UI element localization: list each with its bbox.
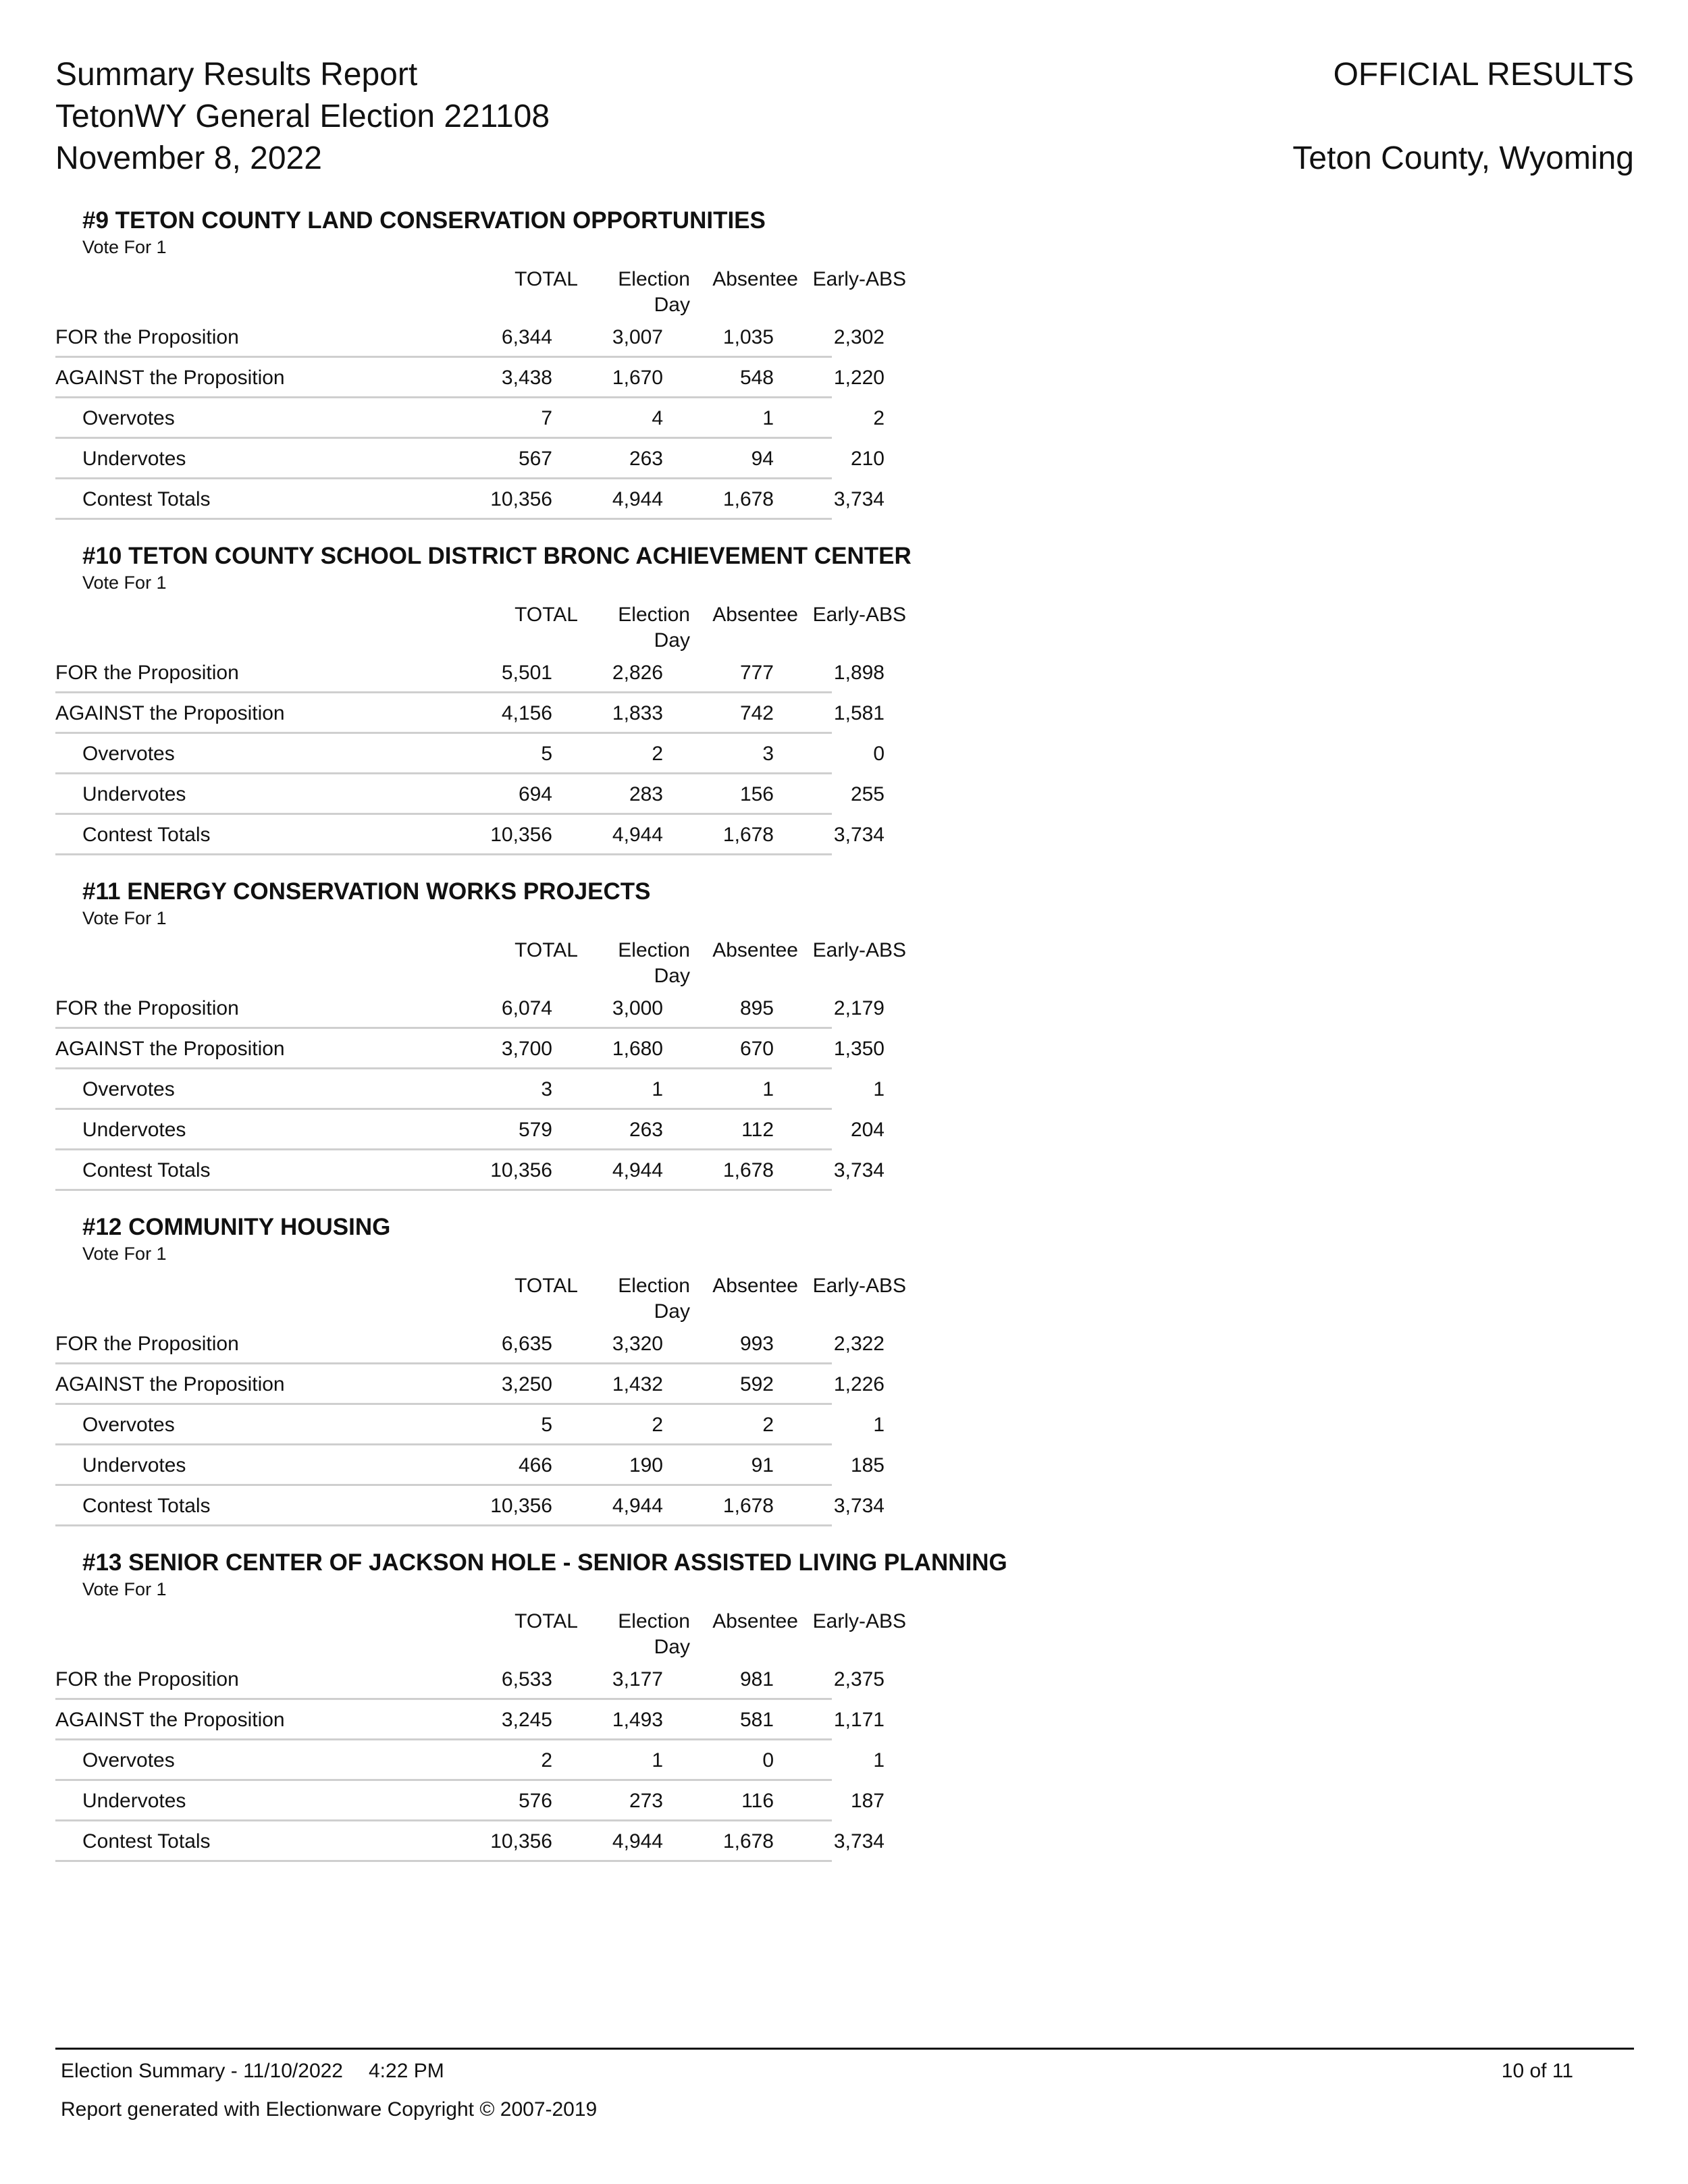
page-number: 10 of 11 — [1501, 2060, 1573, 2082]
early-abs-value: 185 — [850, 1454, 885, 1476]
table-row — [55, 360, 885, 398]
row-label: FOR the Proposition — [55, 326, 239, 348]
absentee-value: 742 — [739, 702, 774, 724]
early-abs-value: 204 — [850, 1119, 885, 1141]
contest-section — [55, 877, 1203, 1213]
table-row — [55, 1823, 885, 1862]
early-abs-value: 2,179 — [833, 997, 885, 1019]
row-label: Contest Totals — [82, 1159, 211, 1181]
row-label: Overvotes — [82, 407, 175, 429]
table-row — [55, 1742, 885, 1781]
election-day-value: 1,670 — [612, 367, 663, 389]
contest-section — [55, 206, 1203, 541]
table-row — [55, 1447, 885, 1486]
total-value: 10,356 — [490, 824, 552, 846]
row-label: Contest Totals — [82, 824, 211, 846]
report-header — [55, 54, 550, 180]
early-abs-value: 187 — [850, 1790, 885, 1812]
column-header-absentee: Absentee — [712, 604, 798, 626]
early-abs-value: 1 — [873, 1749, 885, 1772]
total-value: 10,356 — [490, 488, 552, 510]
column-header-election-day-line2: Day — [654, 629, 690, 651]
table-row — [55, 1407, 885, 1445]
absentee-value: 548 — [739, 367, 774, 389]
total-value: 10,356 — [490, 1495, 552, 1517]
row-label: FOR the Proposition — [55, 1668, 239, 1690]
absentee-value: 3 — [762, 743, 774, 765]
results-table — [55, 990, 885, 1191]
vote-for-label: Vote For 1 — [82, 237, 167, 257]
column-header-total: TOTAL — [515, 1610, 578, 1632]
total-value: 2 — [541, 1749, 552, 1772]
column-header-early-abs: Early-ABS — [812, 604, 906, 626]
table-row — [55, 400, 885, 439]
early-abs-value: 1 — [873, 1414, 885, 1436]
early-abs-value: 1,581 — [833, 702, 885, 724]
absentee-value: 592 — [739, 1373, 774, 1395]
contest-title: #12 COMMUNITY HOUSING — [82, 1214, 391, 1240]
column-header-absentee: Absentee — [712, 1275, 798, 1297]
election-day-value: 2 — [652, 1414, 663, 1436]
total-value: 6,635 — [501, 1333, 552, 1355]
column-header-total: TOTAL — [515, 939, 578, 961]
column-header-total: TOTAL — [515, 268, 578, 290]
total-value: 7 — [541, 407, 552, 429]
total-value: 579 — [518, 1119, 552, 1141]
report-title: Summary Results Report — [55, 57, 418, 92]
contest-list — [55, 206, 1203, 1884]
absentee-value: 2 — [762, 1414, 774, 1436]
results-table — [55, 1326, 885, 1526]
election-day-value: 4,944 — [612, 488, 663, 510]
absentee-value: 993 — [739, 1333, 774, 1355]
total-value: 6,074 — [501, 997, 552, 1019]
election-day-value: 190 — [629, 1454, 663, 1476]
early-abs-value: 2,322 — [833, 1333, 885, 1355]
election-date: November 8, 2022 — [55, 140, 322, 176]
column-header-total: TOTAL — [515, 1275, 578, 1297]
column-header-election-day-line2: Day — [654, 1636, 690, 1658]
row-label: Undervotes — [82, 1119, 186, 1141]
absentee-value: 1,678 — [722, 1159, 774, 1181]
column-header-election-day-line1: Election — [618, 1275, 690, 1297]
election-day-value: 3,000 — [612, 997, 663, 1019]
row-label: Undervotes — [82, 1454, 186, 1476]
footer-divider — [55, 2048, 1634, 2050]
early-abs-value: 1,171 — [833, 1709, 885, 1731]
absentee-value: 112 — [741, 1119, 774, 1141]
contest-section — [55, 1213, 1203, 1548]
election-day-value: 1,833 — [612, 702, 663, 724]
row-label: Overvotes — [82, 1749, 175, 1772]
footer-time: 4:22 PM — [369, 2060, 444, 2082]
contest-title: #10 TETON COUNTY SCHOOL DISTRICT BRONC ACHIEVEMENT CENTER — [82, 543, 912, 569]
column-header-election-day-line2: Day — [654, 1300, 690, 1323]
contest-title: #9 TETON COUNTY LAND CONSERVATION OPPORTUNITIES — [82, 207, 766, 234]
early-abs-value: 3,734 — [833, 1495, 885, 1517]
column-header-election-day-line2: Day — [654, 965, 690, 987]
table-row — [55, 1783, 885, 1821]
early-abs-value: 2 — [873, 407, 885, 429]
table-row — [55, 481, 885, 520]
column-header-early-abs: Early-ABS — [812, 1610, 906, 1632]
table-row — [55, 1702, 885, 1740]
election-day-value: 1,432 — [612, 1373, 663, 1395]
table-row — [55, 1112, 885, 1150]
table-row — [55, 1071, 885, 1110]
election-day-value: 2 — [652, 743, 663, 765]
column-header-absentee: Absentee — [712, 1610, 798, 1632]
early-abs-value: 3,734 — [833, 824, 885, 846]
election-day-value: 3,320 — [612, 1333, 663, 1355]
early-abs-value: 2,302 — [833, 326, 885, 348]
total-value: 3 — [541, 1078, 552, 1100]
table-row — [55, 776, 885, 815]
contest-section — [55, 1548, 1203, 1884]
election-day-value: 1 — [652, 1749, 663, 1772]
total-value: 10,356 — [490, 1830, 552, 1853]
total-value: 3,700 — [501, 1038, 552, 1060]
row-label: AGAINST the Proposition — [55, 1373, 285, 1395]
row-label: Undervotes — [82, 783, 186, 805]
early-abs-value: 1,226 — [833, 1373, 885, 1395]
absentee-value: 777 — [739, 662, 774, 684]
election-day-value: 3,007 — [612, 326, 663, 348]
column-header-election-day-line1: Election — [618, 268, 690, 290]
election-day-value: 4 — [652, 407, 663, 429]
table-row — [55, 319, 885, 358]
early-abs-value: 1,220 — [833, 367, 885, 389]
results-table — [55, 1661, 885, 1862]
total-value: 466 — [518, 1454, 552, 1476]
copyright-notice: Report generated with Electionware Copyright © 2007-2019 — [61, 2098, 598, 2121]
table-row — [55, 817, 885, 855]
total-value: 6,533 — [501, 1668, 552, 1690]
table-row — [55, 1152, 885, 1191]
absentee-value: 1,678 — [722, 1495, 774, 1517]
contest-title: #11 ENERGY CONSERVATION WORKS PROJECTS — [82, 878, 651, 905]
total-value: 10,356 — [490, 1159, 552, 1181]
absentee-value: 1,678 — [722, 1830, 774, 1853]
election-day-value: 4,944 — [612, 1495, 663, 1517]
footer-summary — [61, 2058, 444, 2085]
table-row — [55, 441, 885, 479]
table-row — [55, 1661, 885, 1700]
absentee-value: 1,678 — [722, 824, 774, 846]
row-label: Undervotes — [82, 448, 186, 470]
absentee-value: 1,035 — [722, 326, 774, 348]
absentee-value: 670 — [739, 1038, 774, 1060]
election-day-value: 4,944 — [612, 824, 663, 846]
table-row — [55, 1488, 885, 1526]
contest-section — [55, 541, 1203, 877]
row-label: AGAINST the Proposition — [55, 1038, 285, 1060]
election-name: TetonWY General Election 221108 — [55, 99, 550, 134]
total-value: 5 — [541, 1414, 552, 1436]
vote-for-label: Vote For 1 — [82, 572, 167, 593]
total-value: 4,156 — [501, 702, 552, 724]
vote-for-label: Vote For 1 — [82, 1244, 167, 1264]
jurisdiction: Teton County, Wyoming — [1292, 140, 1634, 176]
row-label: Undervotes — [82, 1790, 186, 1812]
early-abs-value: 1,350 — [833, 1038, 885, 1060]
election-day-value: 2,826 — [612, 662, 663, 684]
early-abs-value: 3,734 — [833, 488, 885, 510]
column-header-election-day-line1: Election — [618, 939, 690, 961]
results-status: OFFICIAL RESULTS — [1333, 57, 1634, 92]
row-label: Contest Totals — [82, 488, 211, 510]
total-value: 576 — [518, 1790, 552, 1812]
row-label: Overvotes — [82, 743, 175, 765]
column-header-election-day-line1: Election — [618, 1610, 690, 1632]
results-table — [55, 655, 885, 855]
row-label: Overvotes — [82, 1414, 175, 1436]
row-label: FOR the Proposition — [55, 1333, 239, 1355]
table-row — [55, 1326, 885, 1364]
total-value: 6,344 — [501, 326, 552, 348]
total-value: 567 — [518, 448, 552, 470]
total-value: 3,438 — [501, 367, 552, 389]
absentee-value: 581 — [739, 1709, 774, 1731]
vote-for-label: Vote For 1 — [82, 908, 167, 928]
absentee-value: 94 — [751, 448, 774, 470]
total-value: 694 — [518, 783, 552, 805]
total-value: 5,501 — [501, 662, 552, 684]
results-table — [55, 319, 885, 520]
total-value: 3,245 — [501, 1709, 552, 1731]
early-abs-value: 3,734 — [833, 1159, 885, 1181]
absentee-value: 1 — [762, 407, 774, 429]
election-day-value: 263 — [629, 448, 663, 470]
row-label: Contest Totals — [82, 1830, 211, 1853]
row-label: FOR the Proposition — [55, 662, 239, 684]
row-label: AGAINST the Proposition — [55, 367, 285, 389]
column-header-early-abs: Early-ABS — [812, 939, 906, 961]
table-row — [55, 655, 885, 693]
absentee-value: 1 — [762, 1078, 774, 1100]
election-day-value: 263 — [629, 1119, 663, 1141]
absentee-value: 116 — [741, 1790, 774, 1812]
contest-title: #13 SENIOR CENTER OF JACKSON HOLE - SENIOR ASSISTED LIVING PLANNING — [82, 1549, 1007, 1576]
absentee-value: 156 — [739, 783, 774, 805]
absentee-value: 981 — [739, 1668, 774, 1690]
table-row — [55, 736, 885, 774]
election-day-value: 1,680 — [612, 1038, 663, 1060]
column-header-absentee: Absentee — [712, 268, 798, 290]
column-header-election-day-line2: Day — [654, 294, 690, 316]
table-row — [55, 695, 885, 734]
election-day-value: 3,177 — [612, 1668, 663, 1690]
early-abs-value: 255 — [850, 783, 885, 805]
election-day-value: 1,493 — [612, 1709, 663, 1731]
election-day-value: 1 — [652, 1078, 663, 1100]
election-day-value: 4,944 — [612, 1159, 663, 1181]
total-value: 5 — [541, 743, 552, 765]
early-abs-value: 2,375 — [833, 1668, 885, 1690]
column-header-early-abs: Early-ABS — [812, 1275, 906, 1297]
column-header-election-day-line1: Election — [618, 604, 690, 626]
table-row — [55, 990, 885, 1029]
column-header-total: TOTAL — [515, 604, 578, 626]
early-abs-value: 1 — [873, 1078, 885, 1100]
column-header-early-abs: Early-ABS — [812, 268, 906, 290]
footer-summary-date: Election Summary - 11/10/2022 — [61, 2060, 343, 2082]
absentee-value: 895 — [739, 997, 774, 1019]
early-abs-value: 1,898 — [833, 662, 885, 684]
column-header-absentee: Absentee — [712, 939, 798, 961]
early-abs-value: 3,734 — [833, 1830, 885, 1853]
early-abs-value: 0 — [873, 743, 885, 765]
total-value: 3,250 — [501, 1373, 552, 1395]
row-label: Overvotes — [82, 1078, 175, 1100]
absentee-value: 0 — [762, 1749, 774, 1772]
election-day-value: 273 — [629, 1790, 663, 1812]
absentee-value: 1,678 — [722, 488, 774, 510]
absentee-value: 91 — [751, 1454, 774, 1476]
early-abs-value: 210 — [850, 448, 885, 470]
row-label: Contest Totals — [82, 1495, 211, 1517]
row-label: FOR the Proposition — [55, 997, 239, 1019]
vote-for-label: Vote For 1 — [82, 1579, 167, 1599]
election-day-value: 4,944 — [612, 1830, 663, 1853]
table-row — [55, 1031, 885, 1069]
election-day-value: 283 — [629, 783, 663, 805]
row-label: AGAINST the Proposition — [55, 1709, 285, 1731]
row-label: AGAINST the Proposition — [55, 702, 285, 724]
table-row — [55, 1366, 885, 1405]
